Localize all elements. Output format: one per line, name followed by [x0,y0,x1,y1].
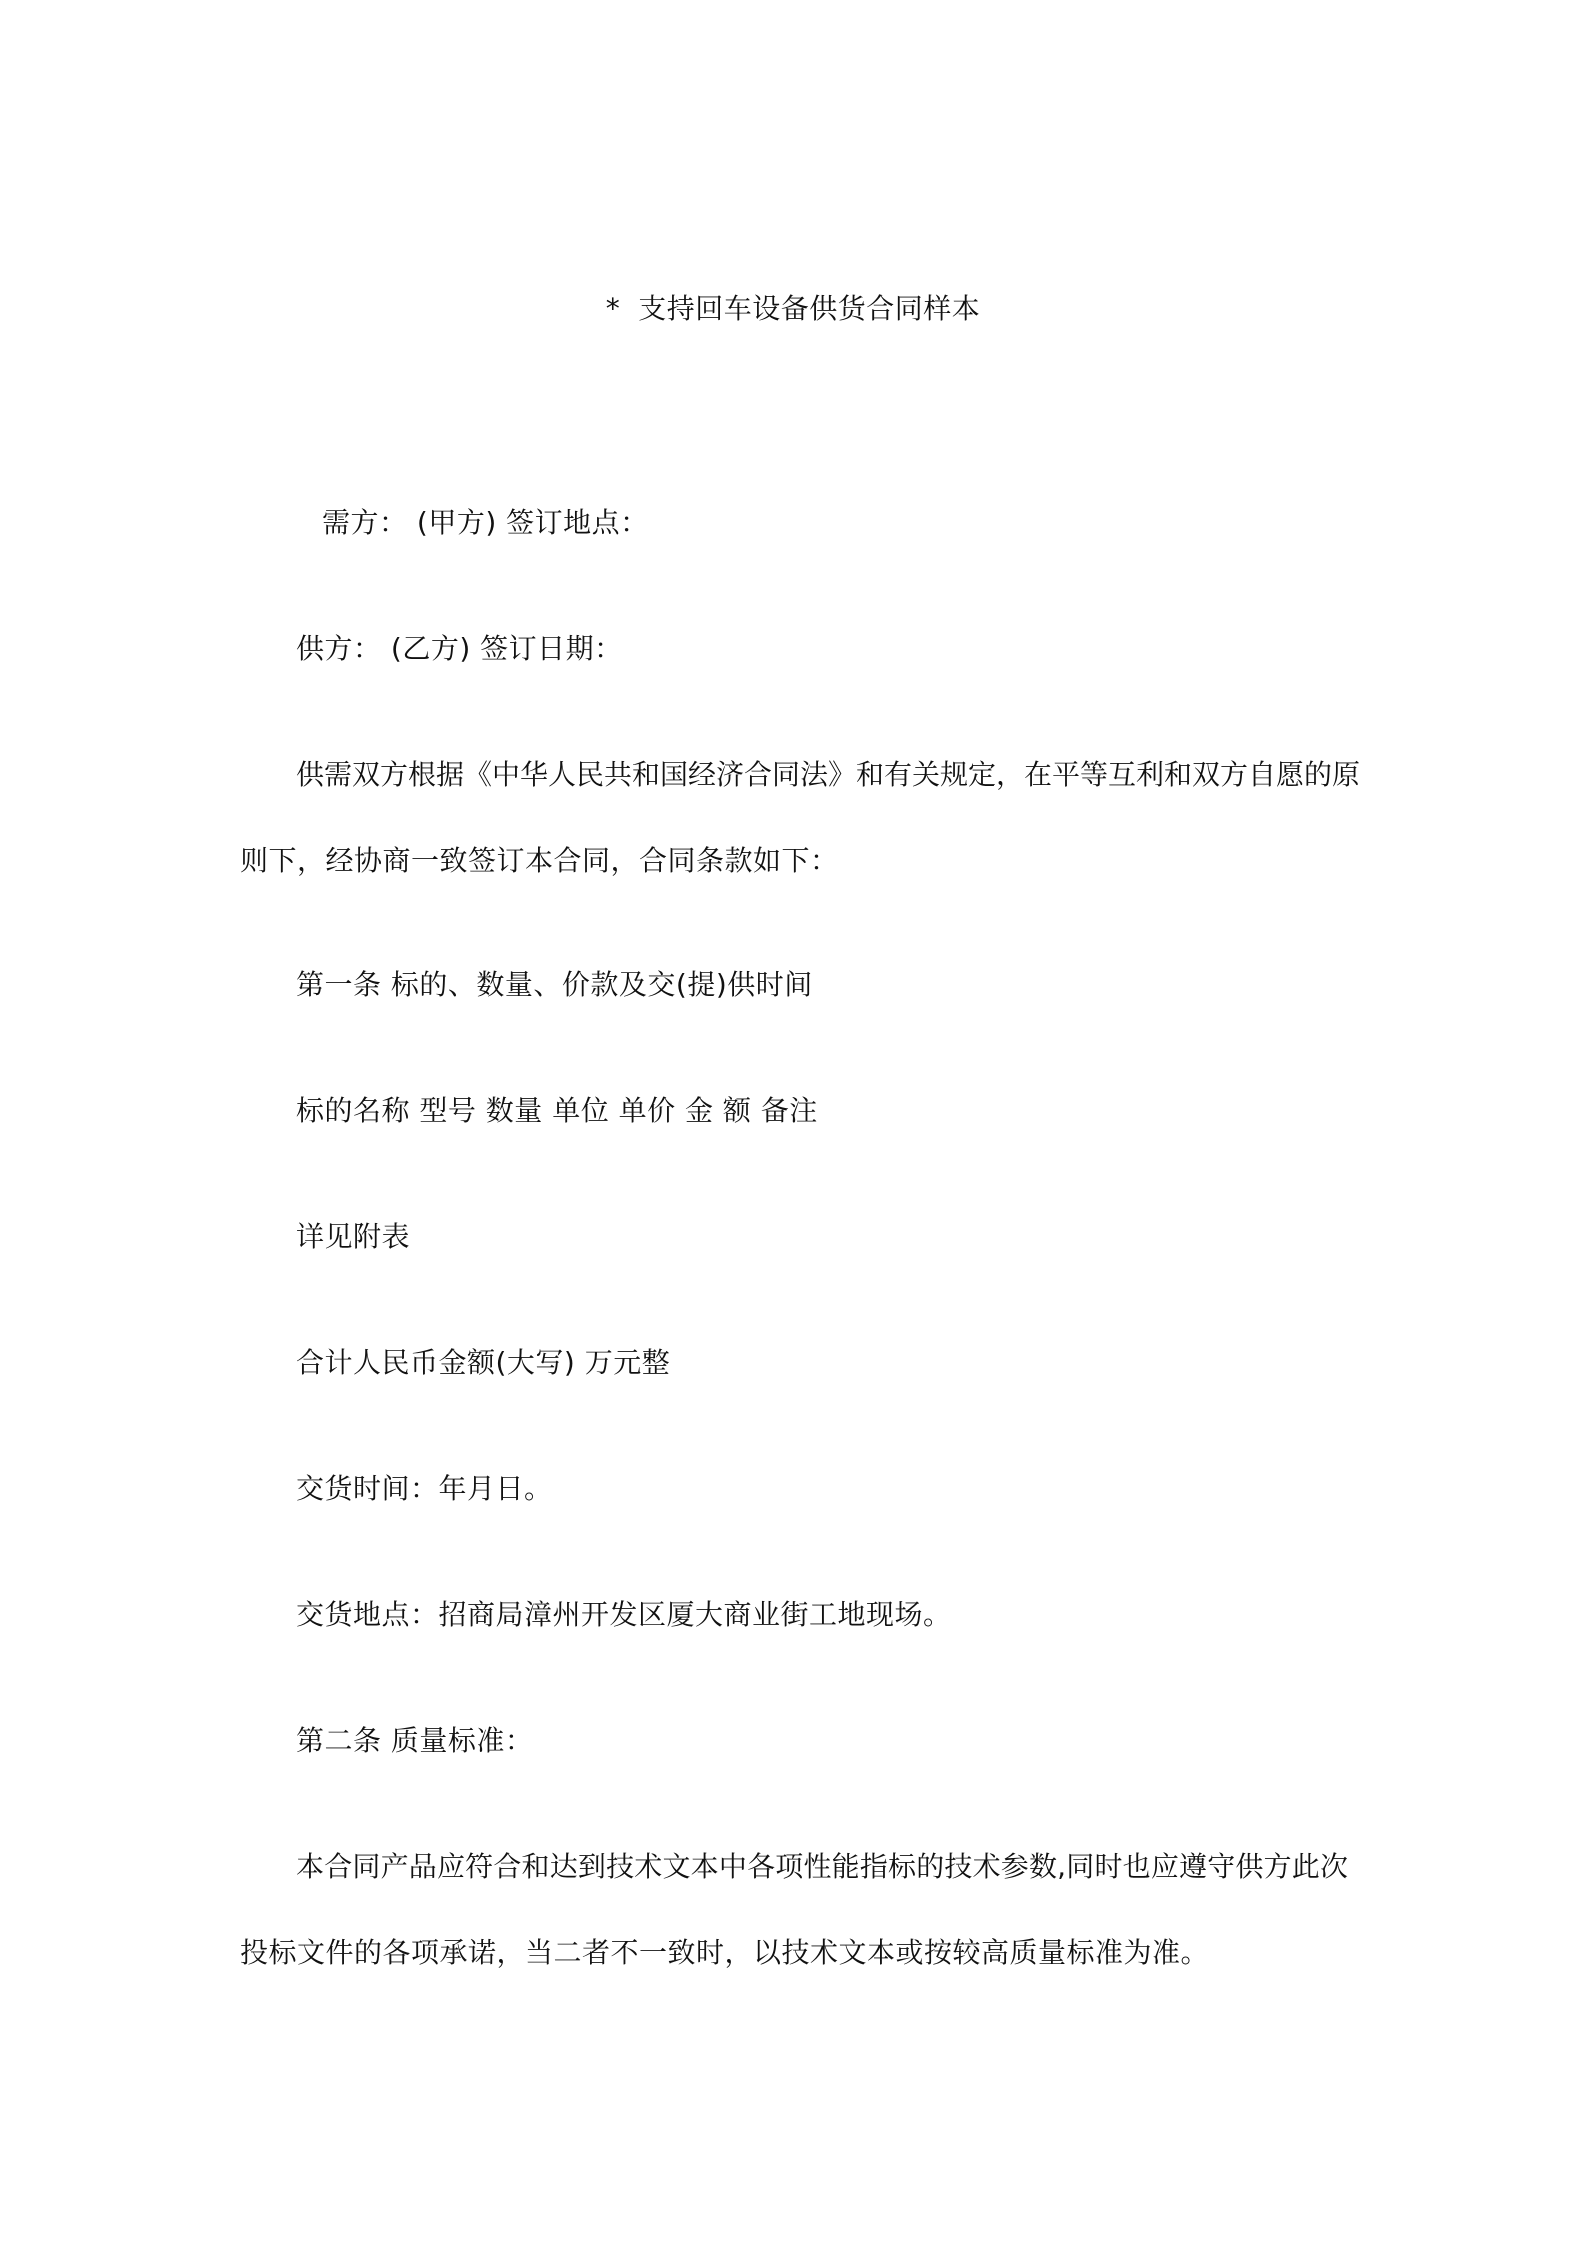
table-header-line: 标的名称 型号 数量 单位 单价 金 额 备注 [296,1094,818,1127]
article-1-heading: 第一条 标的、数量、价款及交(提)供时间 [296,968,813,1001]
intro-paragraph-line-2: 则下，经协商一致签订本合同，合同条款如下： [240,844,839,877]
delivery-place-line: 交货地点：招商局漳州开发区厦大商业街工地现场。 [296,1598,952,1631]
intro-paragraph-line-1: 供需双方根据《中华人民共和国经济合同法》和有关规定，在平等互利和双方自愿的原 [296,758,1361,791]
title-text: 支持回车设备供货合同样本 [638,292,981,325]
seller-line: 供方： (乙方) 签订日期： [296,632,623,665]
total-amount-line: 合计人民币金额(大写) 万元整 [296,1346,671,1379]
title-marker: * [605,292,621,325]
see-attachment-line: 详见附表 [296,1220,411,1253]
quality-paragraph-line-1: 本合同产品应符合和达到技术文本中各项性能指标的技术参数,同时也应遵守供方此次 [296,1850,1348,1883]
article-2-heading: 第二条 质量标准： [296,1724,534,1757]
delivery-time-line: 交货时间：年月日。 [296,1472,553,1505]
quality-paragraph-line-2: 投标文件的各项承诺，当二者不一致时，以技术文本或按较高质量标准为准。 [240,1936,1210,1969]
document-title [0,292,1586,326]
buyer-line: 需方： (甲方) 签订地点： [322,506,649,539]
